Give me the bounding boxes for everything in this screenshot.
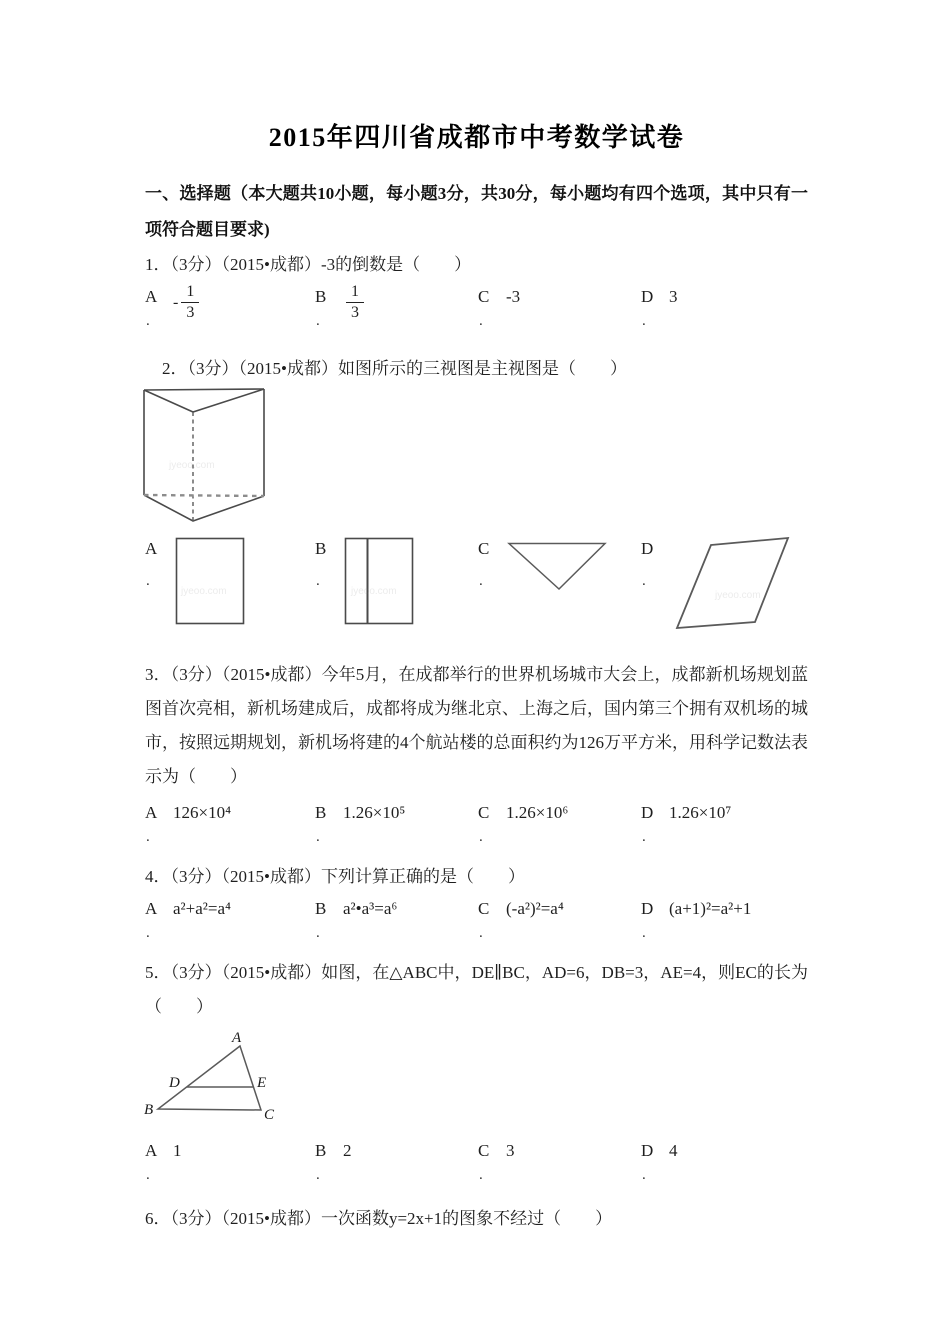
option-letter: D (641, 287, 654, 306)
option-letter: C (478, 539, 490, 558)
option-letter: C (478, 899, 490, 918)
option-letter: A (145, 803, 158, 822)
option-cell-c (478, 284, 641, 329)
option-cell-b (315, 896, 478, 941)
option-cell-b (315, 1138, 478, 1183)
option-cell-a (145, 536, 315, 634)
option-dot: . (316, 1167, 320, 1183)
vertex-label-e: E (257, 1075, 267, 1091)
option-cell-a (145, 896, 315, 941)
option-dot: . (479, 925, 483, 941)
option-value (343, 283, 478, 321)
shape-rectangle (173, 536, 247, 626)
fraction-numerator: 1 (351, 283, 359, 300)
option-letter: B (315, 899, 327, 918)
question-stem: 1．（3分）（2015•成都）-3的倒数是（ ） (145, 255, 472, 274)
option-value: (-a²)²=a⁴ (506, 899, 564, 918)
fraction-denominator: 3 (346, 302, 364, 323)
options-row (145, 896, 808, 948)
option-value: 126×10⁴ (173, 803, 232, 822)
option-dot: . (479, 313, 483, 329)
option-value: a²•a³=a⁶ (343, 899, 398, 918)
option-cell-a (145, 800, 315, 845)
option-cell-c (478, 896, 641, 941)
option-cell-d (641, 284, 808, 329)
option-dot: . (146, 1167, 150, 1183)
watermark-text: jyeoo.com (169, 460, 215, 471)
question-5 (145, 956, 808, 1190)
option-dot: . (642, 313, 646, 329)
option-letter: A (145, 539, 158, 558)
vertex-label-a: A (232, 1030, 242, 1046)
question-6 (145, 1202, 808, 1236)
question-3 (145, 658, 808, 852)
option-dot: . (479, 829, 483, 845)
prism-hidden-bottom-edge (144, 495, 264, 496)
question-stem: 3．（3分）（2015•成都）今年5月，在成都举行的世界机场城市大会上，成都新机场规划蓝图首次亮相，新机场建成后，成都将成为继北京、上海之后，国内第三个拥有双机场的城市，按照远期规划，新机场将建的4个航站楼的总面积约为126万平方米，用科学记数法表示为（ ） (145, 665, 808, 786)
option-value: 1.26×10⁷ (669, 803, 732, 822)
option-dot: . (642, 573, 646, 589)
option-dot: . (146, 573, 150, 589)
fraction-denominator: 3 (181, 302, 199, 323)
option-cell-a (145, 1138, 315, 1183)
option-letter: B (315, 1141, 327, 1160)
page-title: 2015年四川省成都市中考数学试卷 (268, 123, 685, 152)
option-dot: . (316, 313, 320, 329)
minus-sign: - (173, 293, 179, 311)
option-cell-c (478, 1138, 641, 1183)
option-dot: . (642, 1167, 646, 1183)
question-2 (145, 352, 808, 640)
option-letter: C (478, 803, 490, 822)
option-letter: B (315, 287, 327, 306)
option-value (173, 283, 315, 321)
question-4 (145, 860, 808, 948)
option-value: -3 (506, 287, 521, 306)
options-row (145, 536, 808, 640)
figure-triangle-ade (140, 1026, 290, 1124)
option-dot: . (316, 573, 320, 589)
option-dot: . (146, 313, 150, 329)
option-letter: D (641, 539, 654, 558)
option-cell-d (641, 1138, 808, 1183)
question-1 (145, 248, 808, 340)
options-row (145, 800, 808, 852)
option-letter: B (315, 539, 327, 558)
option-value: 1.26×10⁶ (506, 803, 569, 822)
watermark-text: jyeoo.com (351, 586, 397, 597)
option-dot: . (642, 925, 646, 941)
watermark-text: jyeoo.com (181, 586, 227, 597)
option-cell-d (641, 800, 808, 845)
fraction-numerator: 1 (186, 283, 195, 300)
option-letter: D (641, 803, 654, 822)
question-stem: 4．（3分）（2015•成都）下列计算正确的是（ ） (145, 867, 525, 886)
option-dot: . (146, 829, 150, 845)
section-heading: 一、选择题（本大题共10小题，每小题3分，共30分，每小题均有四个选项，其中只有一项符合题目要求) (145, 184, 808, 239)
option-cell-c (478, 800, 641, 845)
option-letter: C (478, 287, 490, 306)
options-row (145, 284, 808, 340)
option-cell-b (315, 536, 478, 634)
option-letter: A (145, 899, 158, 918)
option-dot: . (479, 573, 483, 589)
option-cell-b (315, 284, 478, 329)
option-value: 1 (173, 1141, 182, 1160)
options-row (145, 1138, 808, 1190)
option-cell-c (478, 536, 641, 600)
shape-rectangle-divided (343, 536, 417, 626)
question-stem: 2．（3分）（2015•成都）如图所示的三视图是主视图是（ ） (162, 359, 627, 378)
option-fraction (343, 282, 364, 323)
question-stem: 5．（3分）（2015•成都）如图，在△ABC中，DE∥BC，AD=6，DB=3，AE=4，则EC的长为（ ） (145, 963, 808, 1016)
option-dot: . (316, 925, 320, 941)
option-value: 1.26×10⁵ (343, 803, 406, 822)
question-stem: 6．（3分）（2015•成都）一次函数y=2x+1的图象不经过（ ） (145, 1209, 613, 1228)
option-letter: C (478, 1141, 490, 1160)
figure-triangular-prism (143, 386, 278, 528)
option-value: 3 (669, 287, 678, 306)
option-letter: D (641, 1141, 654, 1160)
shape-parallelogram (673, 536, 793, 632)
option-dot: . (479, 1167, 483, 1183)
option-fraction (173, 282, 199, 323)
option-value: 4 (669, 1141, 678, 1160)
option-value: a²+a²=a⁴ (173, 899, 231, 918)
vertex-label-d: D (169, 1075, 180, 1091)
option-cell-a (145, 284, 315, 329)
option-dot: . (146, 925, 150, 941)
option-cell-b (315, 800, 478, 845)
watermark-text: jyeoo.com (715, 590, 761, 601)
vertex-label-c: C (264, 1107, 275, 1123)
option-letter: D (641, 899, 654, 918)
option-value: 3 (506, 1141, 515, 1160)
option-cell-d (641, 896, 808, 941)
option-letter: A (145, 287, 158, 306)
option-value: 2 (343, 1141, 352, 1160)
option-dot: . (316, 829, 320, 845)
vertex-label-b: B (144, 1102, 154, 1118)
option-letter: B (315, 803, 327, 822)
option-letter: A (145, 1141, 158, 1160)
option-value: (a+1)²=a²+1 (669, 899, 752, 918)
shape-inverted-triangle (506, 540, 608, 592)
option-dot: . (642, 829, 646, 845)
option-cell-d (641, 536, 808, 640)
